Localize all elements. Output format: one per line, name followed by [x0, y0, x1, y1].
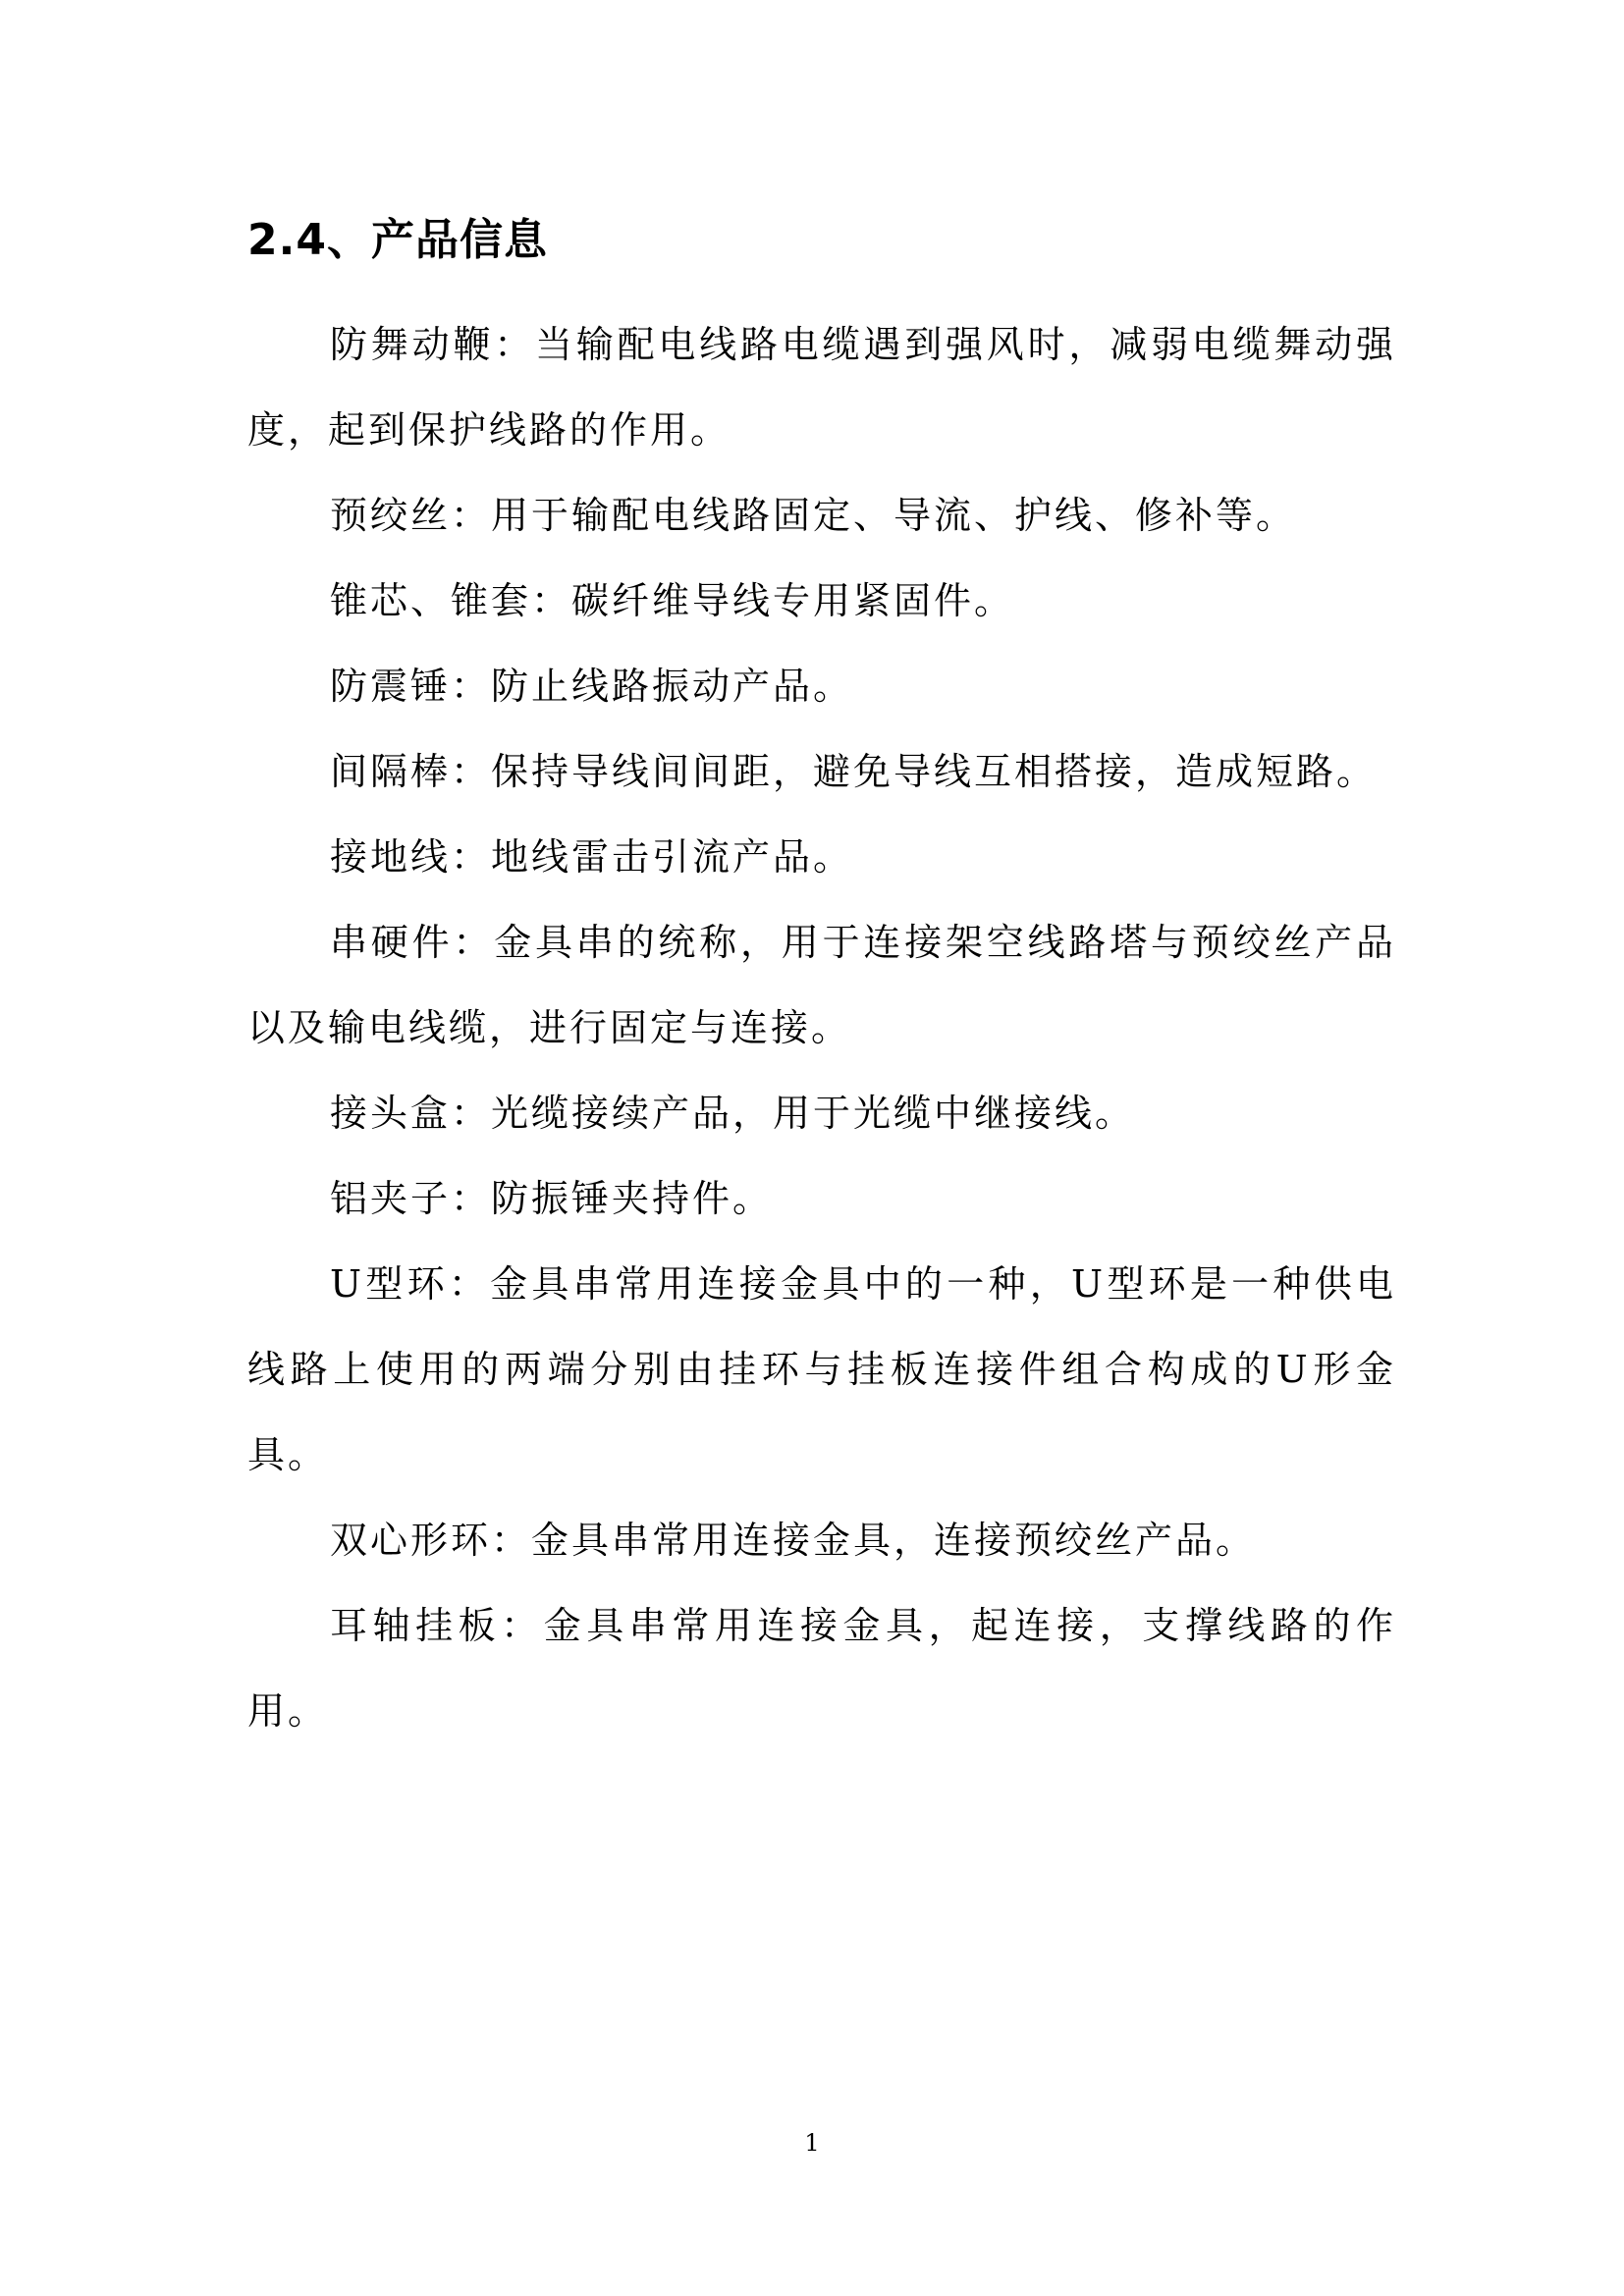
paragraph-aluminum-clamp: 铝夹子：防振锤夹持件。: [330, 1177, 774, 1220]
page-content: [247, 206, 1396, 1754]
paragraph-string-hardware: 串硬件：金具串的统称，用于连接架空线路塔与预绞丝产品以及输电线缆，进行固定与连接。: [247, 921, 1396, 1049]
paragraph-ground-wire: 接地线：地线雷击引流产品。: [330, 835, 854, 879]
paragraph-trunnion-plate: 耳轴挂板：金具串常用连接金具，起连接，支撑线路的作用。: [247, 1604, 1396, 1733]
paragraph-anti-galloping-whip: 防舞动鞭：当输配电线路电缆遇到强风时，减弱电缆舞动强度，起到保护线路的作用。: [247, 323, 1396, 452]
paragraph-preformed-wire: 预绞丝：用于输配电线路固定、导流、护线、修补等。: [330, 494, 1297, 537]
section-heading: 2.4、产品信息: [247, 215, 548, 265]
paragraph-splice-box: 接头盒：光缆接续产品，用于光缆中继接线。: [330, 1092, 1136, 1135]
page-number: 1: [804, 2129, 820, 2157]
paragraph-u-shackle: U型环：金具串常用连接金具中的一种，U型环是一种供电线路上使用的两端分别由挂环与挂板连接件组合构成的U形金具。: [247, 1262, 1396, 1476]
paragraph-double-thimble: 双心形环：金具串常用连接金具，连接预绞丝产品。: [330, 1519, 1257, 1562]
paragraph-damper: 防震锤：防止线路振动产品。: [330, 665, 854, 708]
paragraph-spacer: 间隔棒：保持导线间间距，避免导线互相搭接，造成短路。: [330, 750, 1378, 793]
paragraph-cone-core: 锥芯、锥套：碳纤维导线专用紧固件。: [330, 579, 1015, 622]
